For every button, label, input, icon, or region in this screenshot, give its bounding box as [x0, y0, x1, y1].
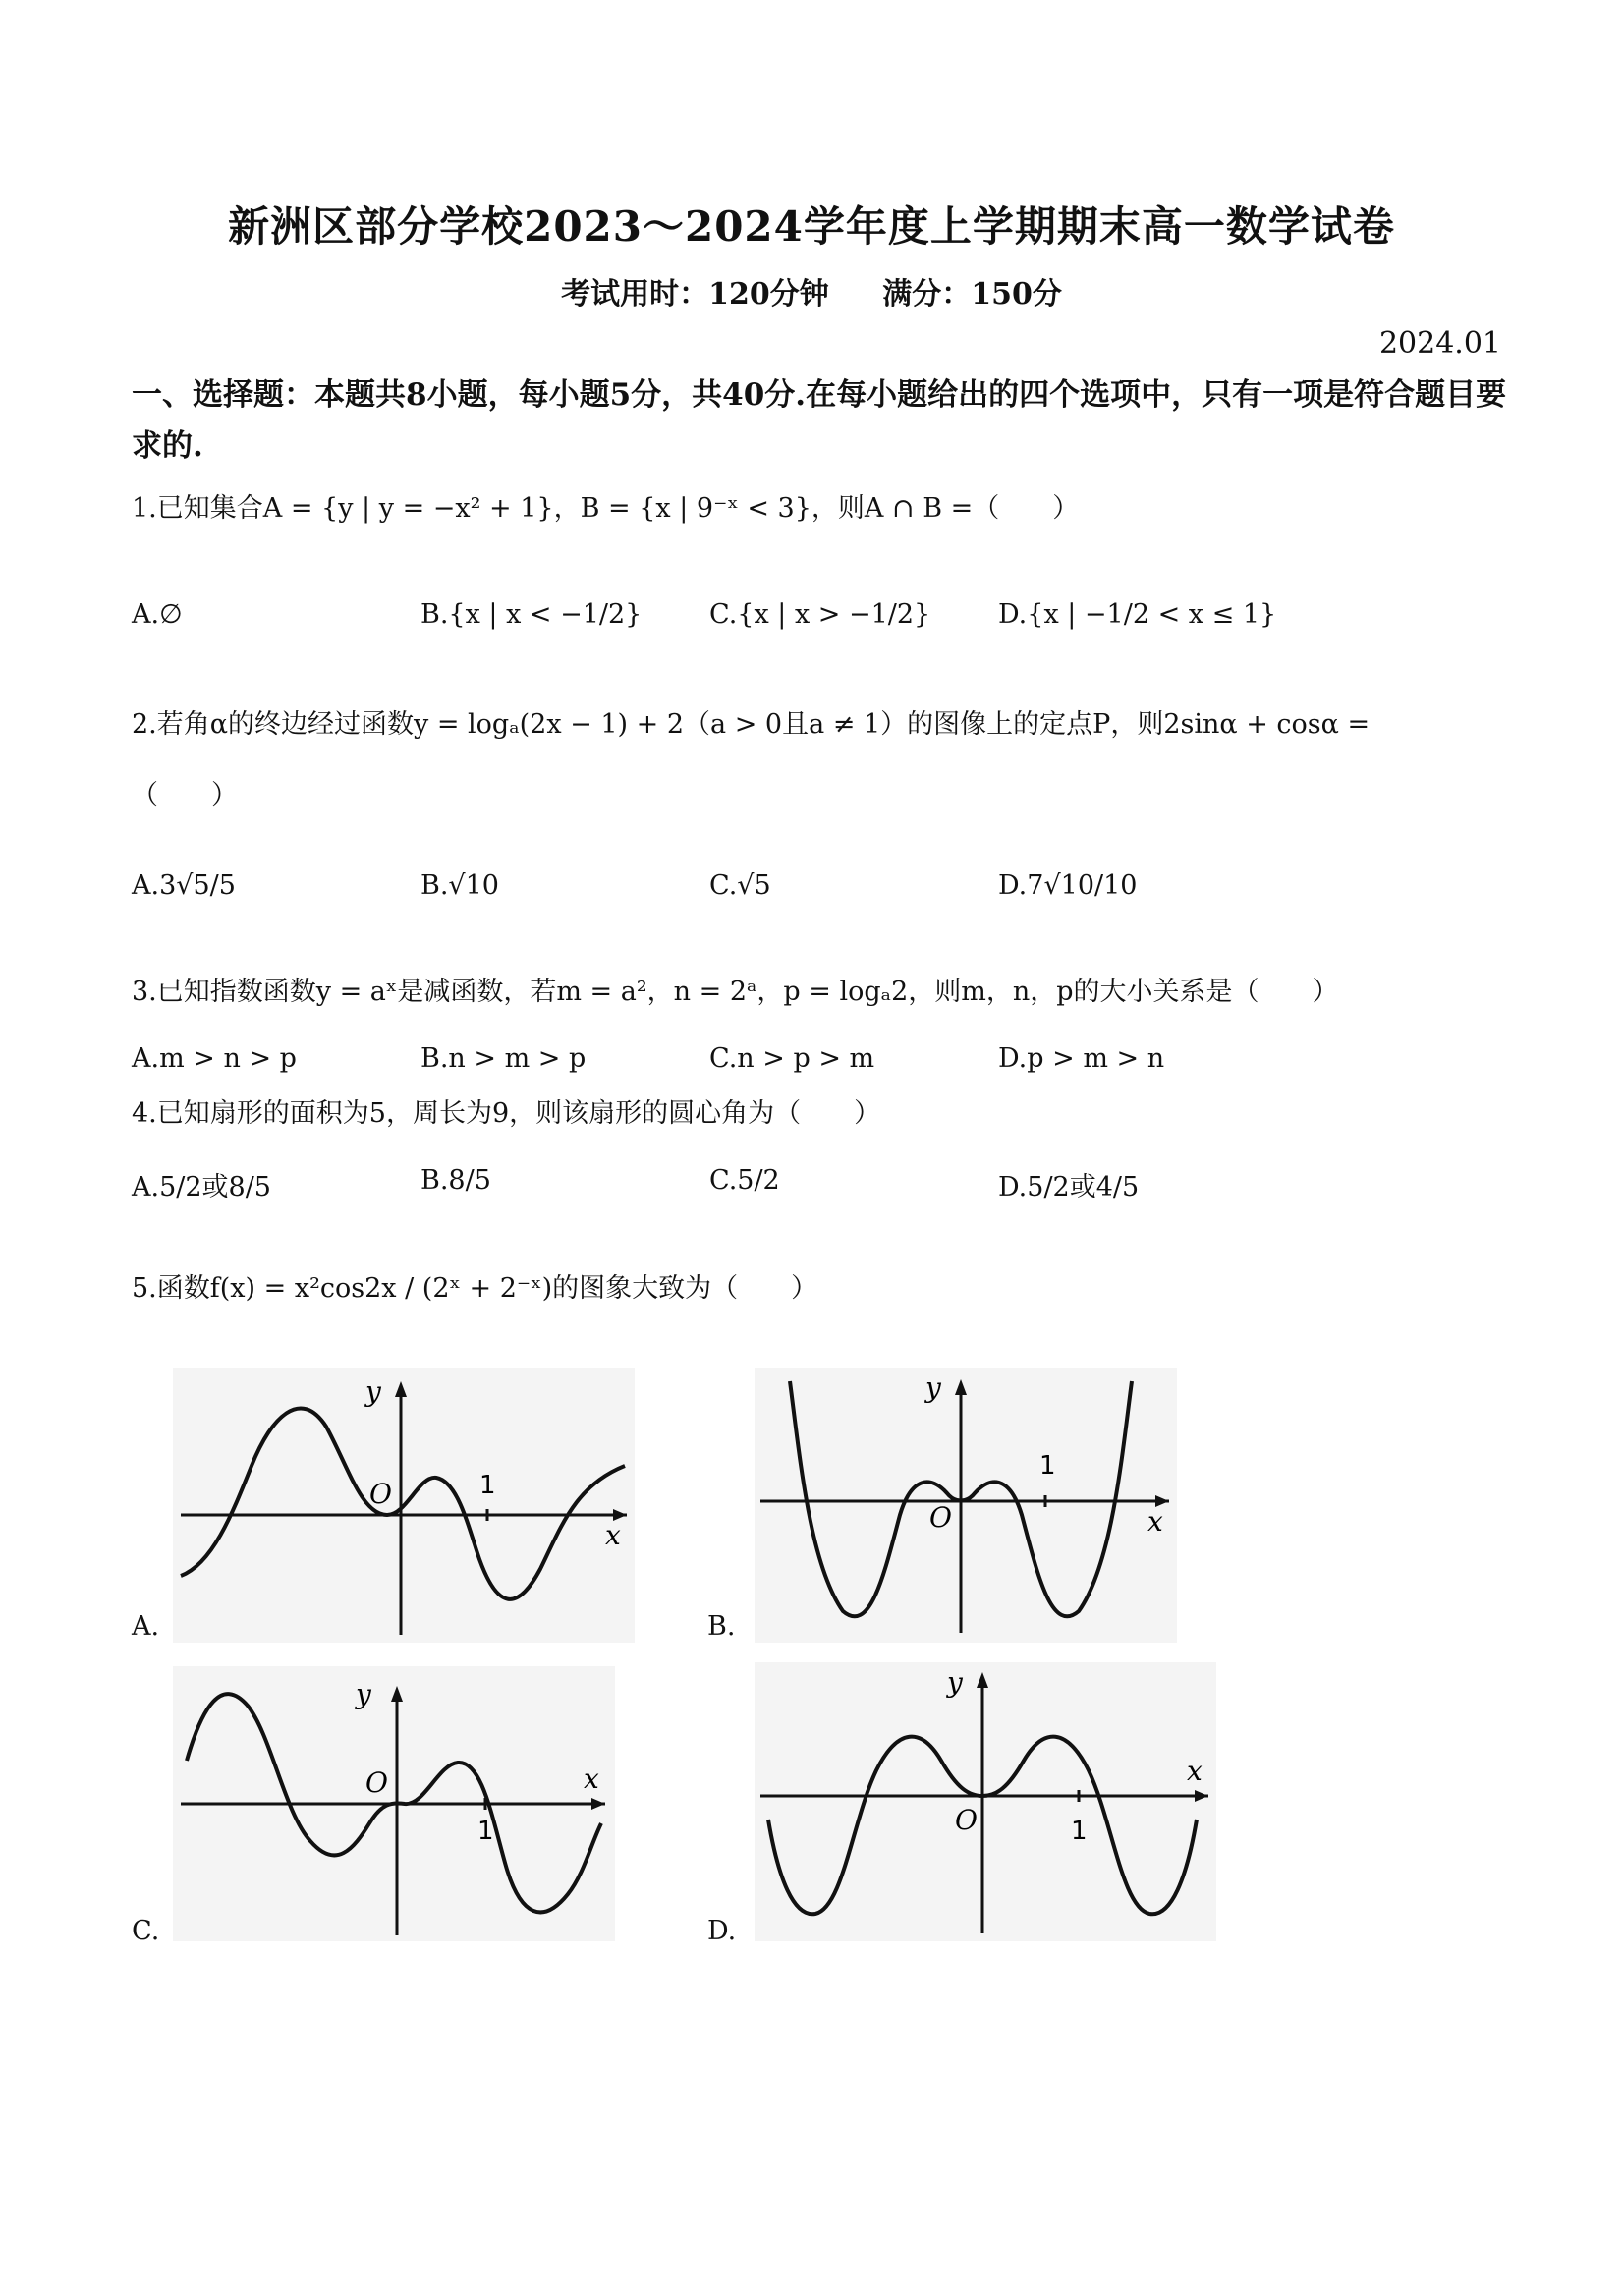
- graph-d-origin: O: [955, 1804, 978, 1836]
- graph-d-x-label: x: [1187, 1755, 1203, 1787]
- question-4-option-d: D.5/2或4/5: [998, 1172, 1140, 1203]
- graph-d-svg: [755, 1662, 1216, 1941]
- question-1-stem: 1.已知集合A = {y | y = −x² + 1}，B = {x | 9⁻ˣ < 3}，则A ∩ B =（ ）: [132, 493, 1080, 524]
- question-3-stem: 3.已知指数函数y = aˣ是减函数，若m = a²，n = 2ᵃ，p = logₐ2，则m，n，p的大小关系是（ ）: [132, 977, 1339, 1007]
- question-5-stem: 5.函数f(x) = x²cos2x / (2ˣ + 2⁻ˣ)的图象大致为（ ）: [132, 1273, 818, 1304]
- question-2-option-c: C.√5: [709, 870, 771, 901]
- graph-c-tick-label: 1: [477, 1817, 494, 1846]
- graph-c-label: C.: [132, 1916, 160, 1946]
- question-4-stem: 4.已知扇形的面积为5，周长为9，则该扇形的圆心角为（ ）: [132, 1098, 881, 1129]
- graph-b-x-label: x: [1147, 1505, 1163, 1538]
- question-4-option-a: A.5/2或8/5: [132, 1172, 271, 1203]
- question-3-option-b: B.n > m > p: [420, 1043, 587, 1074]
- question-4-option-c: C.5/2: [709, 1165, 780, 1196]
- section-heading: 一、选择题：本题共8小题，每小题5分，共40分.在每小题给出的四个选项中，只有一项是符合题目要求的.: [132, 377, 1507, 464]
- exam-time: 考试用时：120分钟: [561, 277, 829, 311]
- graph-c-x-label: x: [584, 1763, 599, 1795]
- question-3-option-d: D.p > m > n: [998, 1043, 1165, 1074]
- question-2-option-d: D.7√10/10: [998, 870, 1138, 901]
- graph-a: [173, 1368, 635, 1643]
- question-2-option-b: B.√10: [420, 870, 499, 901]
- graph-b-y-label: y: [925, 1372, 941, 1404]
- question-1-option-d: D.{x | −1/2 < x ≤ 1}: [998, 599, 1277, 630]
- question-1-option-b: B.{x | x < −1/2}: [420, 599, 643, 630]
- exam-subtitle: [0, 269, 1623, 312]
- graph-a-origin: O: [369, 1478, 392, 1510]
- graph-a-x-label: x: [605, 1519, 621, 1551]
- question-4-option-b: B.8/5: [420, 1165, 491, 1196]
- graph-d-tick-label: 1: [1071, 1817, 1088, 1846]
- graph-c: [173, 1666, 615, 1941]
- graph-c-svg: [173, 1666, 615, 1941]
- graph-d: [755, 1662, 1216, 1941]
- question-2-option-a: A.3√5/5: [132, 870, 236, 901]
- graph-b-svg: [755, 1368, 1177, 1643]
- graph-a-tick-label: 1: [479, 1471, 496, 1500]
- question-3-option-c: C.n > p > m: [709, 1043, 875, 1074]
- graph-d-label: D.: [707, 1916, 737, 1946]
- graph-b-origin: O: [929, 1501, 952, 1534]
- graph-a-svg: [173, 1368, 635, 1643]
- exam-title: 新洲区部分学校2023～2024学年度上学期期末高一数学试卷: [228, 202, 1395, 251]
- graph-b: [755, 1368, 1177, 1643]
- exam-date: 2024.01: [1378, 326, 1501, 361]
- graph-a-y-label: y: [365, 1375, 381, 1408]
- question-1-option-c: C.{x | x > −1/2}: [709, 599, 931, 630]
- graph-b-tick-label: 1: [1039, 1451, 1056, 1481]
- graph-b-label: B.: [707, 1611, 736, 1642]
- graph-c-y-label: y: [356, 1678, 371, 1710]
- graph-d-y-label: y: [947, 1666, 963, 1699]
- question-3-option-a: A.m > n > p: [132, 1043, 297, 1074]
- question-1-option-a: A.∅: [132, 599, 183, 630]
- exam-score: 满分：150分: [882, 277, 1062, 311]
- graph-c-origin: O: [365, 1766, 388, 1799]
- question-2-stem: 2.若角α的终边经过函数y = logₐ(2x − 1) + 2（a > 0且a ≠ 1）的图像上的定点P，则2sinα + cosα =: [132, 709, 1371, 740]
- graph-a-label: A.: [132, 1611, 160, 1642]
- question-2-stem-cont: （ ）: [132, 780, 238, 811]
